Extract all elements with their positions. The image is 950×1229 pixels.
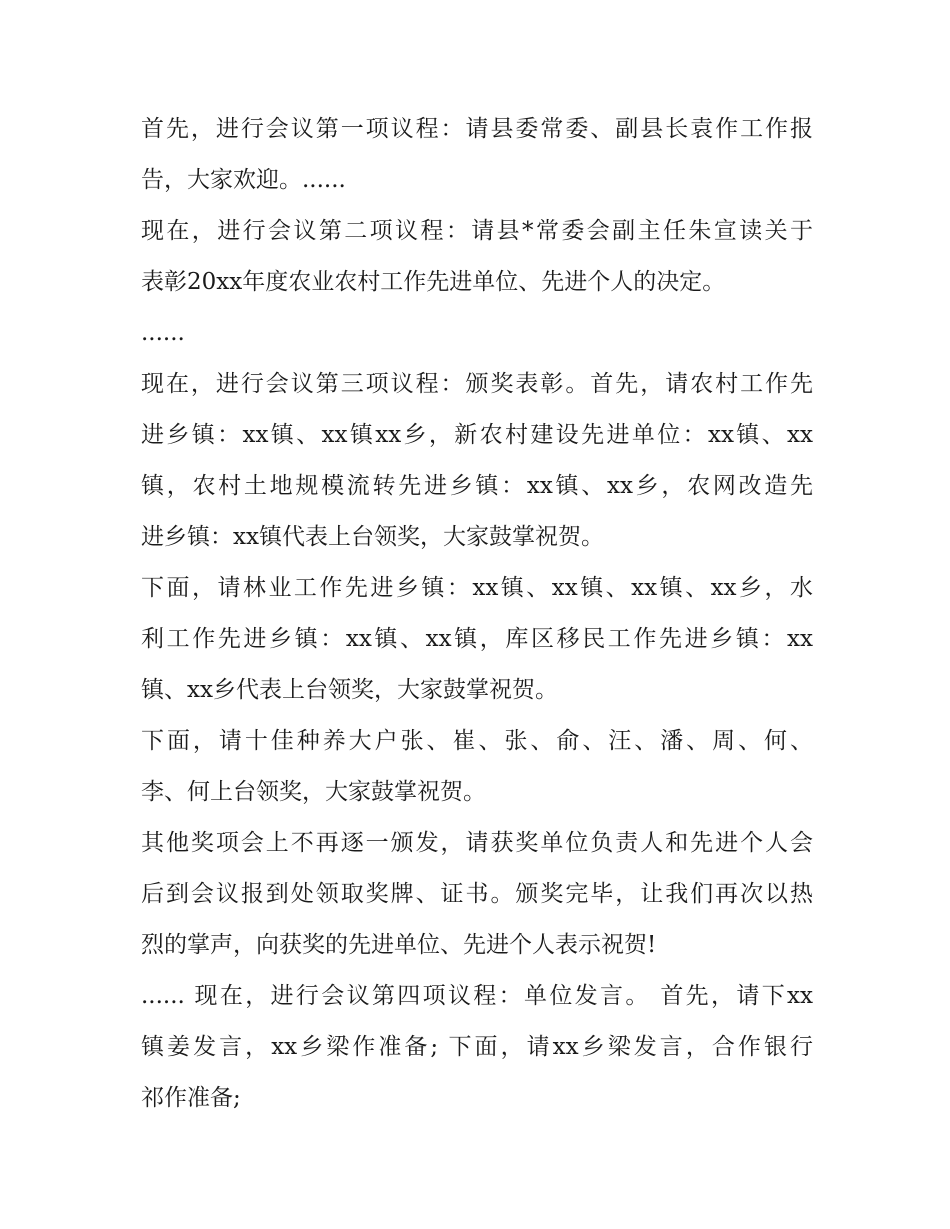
text-line: 首先，进行会议第一项议程：请县委常委、副县长袁作工作报 bbox=[141, 116, 813, 142]
text-line: 告，大家欢迎。...... bbox=[141, 167, 346, 193]
text-line: 后到会议报到处领取奖牌、证书。颁奖完毕，让我们再次以热 bbox=[141, 881, 813, 907]
text-line: 现在，进行会议第二项议程：请县*常委会副主任朱宣读关于 bbox=[141, 218, 813, 244]
text-line: 烈的掌声，向获奖的先进单位、先进个人表示祝贺! bbox=[141, 932, 657, 958]
text-line: ...... 现在，进行会议第四项议程：单位发言。 首先，请下xx bbox=[141, 983, 813, 1009]
text-line: 表彰20xx年度农业农村工作先进单位、先进个人的决定。 bbox=[141, 269, 726, 295]
text-line: 下面，请十佳种养大户张、崔、张、俞、汪、潘、周、何、 bbox=[141, 728, 813, 754]
text-line: ...... bbox=[141, 320, 185, 346]
document-body bbox=[141, 104, 813, 1124]
text-line: 利工作先进乡镇：xx镇、xx镇，库区移民工作先进乡镇：xx bbox=[141, 626, 813, 652]
text-line: 下面，请林业工作先进乡镇：xx镇、xx镇、xx镇、xx乡，水 bbox=[141, 575, 813, 601]
text-line: 镇、xx乡代表上台领奖，大家鼓掌祝贺。 bbox=[141, 677, 558, 703]
text-line: 现在，进行会议第三项议程：颁奖表彰。首先，请农村工作先 bbox=[141, 371, 813, 397]
text-line: 镇姜发言，xx乡梁作准备; 下面，请xx乡梁发言，合作银行 bbox=[141, 1034, 813, 1060]
text-line: 进乡镇：xx镇、xx镇xx乡，新农村建设先进单位：xx镇、xx bbox=[141, 422, 813, 448]
text-line: 李、何上台领奖，大家鼓掌祝贺。 bbox=[141, 779, 486, 805]
text-line: 祁作准备; bbox=[141, 1085, 241, 1111]
text-line: 进乡镇：xx镇代表上台领奖，大家鼓掌祝贺。 bbox=[141, 524, 604, 550]
text-line: 其他奖项会上不再逐一颁发，请获奖单位负责人和先进个人会 bbox=[141, 830, 813, 856]
text-line: 镇，农村土地规模流转先进乡镇：xx镇、xx乡，农网改造先 bbox=[141, 473, 813, 499]
